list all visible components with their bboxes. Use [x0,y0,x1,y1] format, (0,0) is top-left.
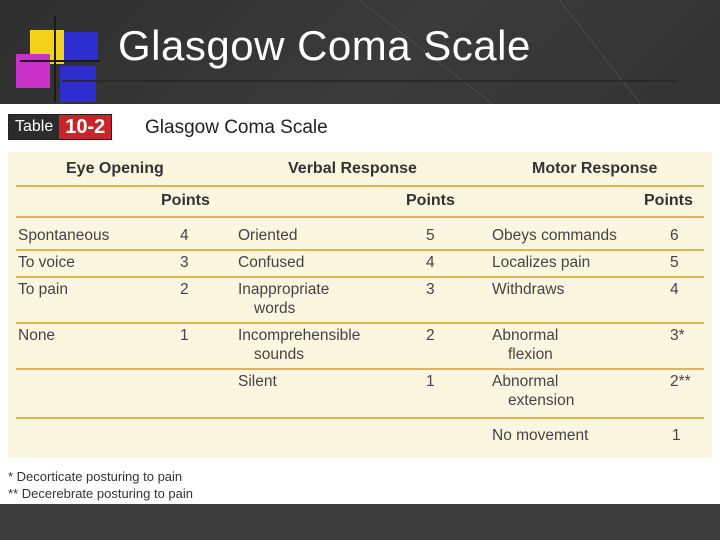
motor-points: 5 [670,254,679,271]
title-underline [62,80,678,82]
verbal-label-line2: words [254,300,296,317]
header-verbal-response: Verbal Response [288,160,417,177]
header-motor-response: Motor Response [532,160,658,177]
eye-label: None [18,327,56,344]
motor-points: 2** [670,373,691,390]
motor-label: Abnormal [492,373,559,390]
verbal-points: 5 [426,227,435,244]
row-divider [16,276,704,278]
motor-label: Localizes pain [492,254,591,271]
eye-points: 3 [180,254,189,271]
content-panel [0,104,720,504]
slide-title: Glasgow Coma Scale [118,22,531,69]
row-divider [16,417,704,419]
table-badge [8,114,112,140]
header-eye-opening: Eye Opening [66,160,164,177]
motor-label: Obeys commands [492,227,617,244]
motor-label: Abnormal [492,327,559,344]
gcs-table [8,152,712,458]
motor-points: 3* [670,327,685,344]
table-badge-number: 10-2 [59,115,111,139]
slide-footer-bar [0,504,720,540]
verbal-label: Silent [238,373,277,390]
header-points-motor: Points [644,192,693,209]
verbal-label: Oriented [238,227,298,244]
subheader-divider [16,216,704,218]
verbal-points: 3 [426,281,435,298]
row-divider [16,322,704,324]
eye-points: 1 [180,327,189,344]
table-footnotes [8,468,193,502]
table-badge-word: Table [9,115,59,139]
row-divider [16,368,704,370]
verbal-points: 1 [426,373,435,390]
verbal-label: Incomprehensible [238,327,361,344]
motor-points: 6 [670,227,679,244]
header-points-verbal: Points [406,192,455,209]
footnote: * Decorticate posturing to pain [8,469,183,484]
verbal-label: Confused [238,254,305,271]
verbal-label-line2: sounds [254,346,304,363]
verbal-points: 4 [426,254,435,271]
motor-label-line2: flexion [508,346,553,363]
verbal-points: 2 [426,327,435,344]
decorative-line [559,0,720,104]
motor-label-line2: extension [508,392,575,409]
eye-points: 4 [180,227,189,244]
motor-points: 1 [672,427,681,444]
slide-header [0,0,720,104]
verbal-label: Inappropriate [238,281,330,298]
eye-label: To voice [18,254,75,271]
motor-label: Withdraws [492,281,565,298]
header-divider [16,185,704,187]
footnote: ** Decerebrate posturing to pain [8,486,194,501]
row-divider [16,249,704,251]
eye-points: 2 [180,281,189,298]
motor-points: 4 [670,281,679,298]
motor-label: No movement [492,427,589,444]
header-points-eye: Points [161,192,210,209]
table-caption: Glasgow Coma Scale [145,117,328,138]
eye-label: To pain [18,281,68,298]
eye-label: Spontaneous [18,227,110,244]
